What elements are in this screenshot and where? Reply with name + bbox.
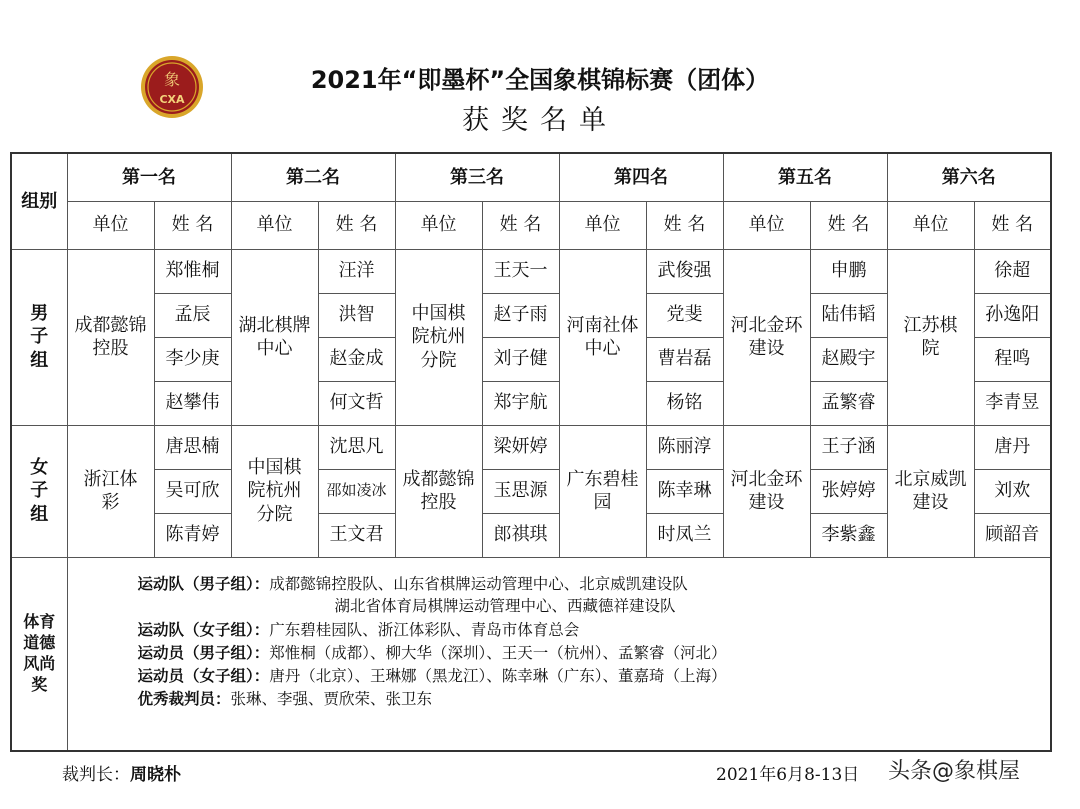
award-line <box>138 687 1051 710</box>
player-name: 曹岩磊 <box>646 337 723 381</box>
player-name: 李青昱 <box>974 381 1051 425</box>
player-name: 孟繁睿 <box>810 381 887 425</box>
team-unit: 湖北棋牌 中心 <box>231 249 318 425</box>
award-category: 运动员（女子组）： <box>137 665 270 685</box>
svg-text:CXA: CXA <box>159 93 185 106</box>
player-name: 时凤兰 <box>646 513 723 557</box>
player-name: 陈青婷 <box>154 513 231 557</box>
player-name: 唐丹 <box>974 425 1051 469</box>
rank-header: 第三名 <box>395 153 559 201</box>
player-name: 刘子健 <box>482 337 559 381</box>
name-column-header: 姓 名 <box>810 201 887 249</box>
player-name: 陈幸琳 <box>646 469 723 513</box>
award-category: 运动员（男子组）： <box>137 642 270 662</box>
unit-column-header: 单位 <box>559 201 646 249</box>
player-name: 程鸣 <box>974 337 1051 381</box>
award-category: 运动队（男子组）： <box>137 573 270 593</box>
player-name: 赵金成 <box>318 337 395 381</box>
team-unit: 成都懿锦 控股 <box>395 425 482 557</box>
player-name: 武俊强 <box>646 249 723 293</box>
award-recipients: 成都懿锦控股队、山东省棋牌运动管理中心、北京威凯建设队 <box>269 574 688 593</box>
player-name: 洪智 <box>318 293 395 337</box>
award-recipients: 湖北省体育局棋牌运动管理中心、西藏德祥建设队 <box>334 596 676 615</box>
unit-column-header: 单位 <box>67 201 154 249</box>
watermark: 头条@象棋屋 <box>888 759 1021 784</box>
rank-header: 第二名 <box>231 153 395 201</box>
team-unit: 河北金环 建设 <box>723 249 810 425</box>
player-name: 顾韶音 <box>974 513 1051 557</box>
page-subtitle: 获奖名单 <box>462 105 618 136</box>
award-line <box>138 595 1051 618</box>
name-column-header: 姓 名 <box>646 201 723 249</box>
name-column-header: 姓 名 <box>482 201 559 249</box>
player-name: 徐超 <box>974 249 1051 293</box>
group-label: 男 子 组 <box>11 249 67 425</box>
player-name: 孙逸阳 <box>974 293 1051 337</box>
svg-text:象: 象 <box>163 70 181 89</box>
player-name: 何文哲 <box>318 381 395 425</box>
award-category: 运动队（女子组）： <box>137 619 270 639</box>
player-name: 玉思源 <box>482 469 559 513</box>
team-unit: 河南社体 中心 <box>559 249 646 425</box>
rank-header: 第一名 <box>67 153 231 201</box>
team-unit: 中国棋 院杭州 分院 <box>231 425 318 557</box>
player-name: 孟辰 <box>154 293 231 337</box>
page-title: 2021年“即墨杯”全国象棋锦标赛（团体） <box>310 66 770 94</box>
award-label: 体育 道德 风尚 奖 <box>11 557 67 751</box>
player-name: 唐思楠 <box>154 425 231 469</box>
rank-header: 第六名 <box>887 153 1051 201</box>
player-name: 杨铭 <box>646 381 723 425</box>
team-unit: 浙江体 彩 <box>67 425 154 557</box>
award-category: 优秀裁判员： <box>137 688 231 708</box>
player-name: 邵如凌冰 <box>318 469 395 513</box>
player-name: 郑宇航 <box>482 381 559 425</box>
name-column-header: 姓 名 <box>154 201 231 249</box>
unit-column-header: 单位 <box>887 201 974 249</box>
name-column-header: 姓 名 <box>974 201 1051 249</box>
award-recipients: 郑惟桐（成都）、柳大华（深圳）、王天一（杭州）、孟繁睿（河北） <box>269 643 727 662</box>
player-name: 沈思凡 <box>318 425 395 469</box>
rank-header: 第五名 <box>723 153 887 201</box>
name-column-header: 姓 名 <box>318 201 395 249</box>
award-recipients: 张琳、李强、贾欣荣、张卫东 <box>230 689 433 708</box>
award-line <box>138 618 1051 641</box>
player-name: 陈丽淳 <box>646 425 723 469</box>
player-name: 刘欢 <box>974 469 1051 513</box>
player-name: 汪洋 <box>318 249 395 293</box>
team-unit: 广东碧桂 园 <box>559 425 646 557</box>
player-name: 郑惟桐 <box>154 249 231 293</box>
event-date: 2021年6月8-13日 <box>716 765 860 785</box>
chief-referee-name: 周晓朴 <box>130 765 181 785</box>
unit-column-header: 单位 <box>395 201 482 249</box>
chief-referee: 裁判长：周晓朴 <box>62 765 181 785</box>
player-name: 赵子雨 <box>482 293 559 337</box>
award-line <box>138 572 1051 595</box>
award-details <box>67 557 1051 751</box>
player-name: 王子涵 <box>810 425 887 469</box>
team-unit: 中国棋 院杭州 分院 <box>395 249 482 425</box>
player-name: 王文君 <box>318 513 395 557</box>
team-unit: 北京威凯 建设 <box>887 425 974 557</box>
player-name: 赵殿宇 <box>810 337 887 381</box>
player-name: 党斐 <box>646 293 723 337</box>
unit-column-header: 单位 <box>231 201 318 249</box>
unit-column-header: 单位 <box>723 201 810 249</box>
player-name: 赵攀伟 <box>154 381 231 425</box>
team-unit: 河北金环 建设 <box>723 425 810 557</box>
player-name: 郎祺琪 <box>482 513 559 557</box>
rank-header: 第四名 <box>559 153 723 201</box>
player-name: 张婷婷 <box>810 469 887 513</box>
group-label: 女 子 组 <box>11 425 67 557</box>
award-table <box>10 152 1052 752</box>
award-line <box>138 664 1051 687</box>
player-name: 李少庚 <box>154 337 231 381</box>
player-name: 梁妍婷 <box>482 425 559 469</box>
award-recipients: 广东碧桂园队、浙江体彩队、青岛市体育总会 <box>269 620 580 639</box>
award-line <box>138 641 1051 664</box>
player-name: 王天一 <box>482 249 559 293</box>
player-name: 吴可欣 <box>154 469 231 513</box>
award-recipients: 唐丹（北京）、王琳娜（黑龙江）、陈幸琳（广东）、董嘉琦（上海） <box>269 666 727 685</box>
player-name: 陆伟韬 <box>810 293 887 337</box>
player-name: 申鹏 <box>810 249 887 293</box>
group-header: 组别 <box>11 153 67 249</box>
team-unit: 江苏棋 院 <box>887 249 974 425</box>
player-name: 李紫鑫 <box>810 513 887 557</box>
team-unit: 成都懿锦 控股 <box>67 249 154 425</box>
